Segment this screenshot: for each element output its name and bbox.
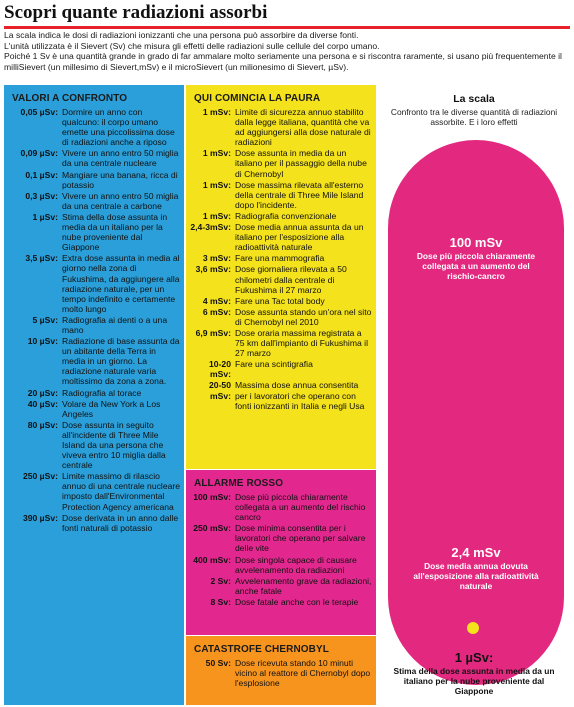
allarme-section — [186, 470, 376, 635]
scale-top-desc: Dose più piccola chiaramente collegata a un aumento del rischio-cancro — [416, 251, 536, 281]
intro-line: Poiché 1 Sv è una quantità grande in grado di far ammalare molto seriamente una persona e si riscontra raramente, si usano più frequentemente il milliSievert (un millesimo di Sievert,mSv) e il microSievert (un milionesimo di Sievert, µSv). — [4, 51, 562, 72]
dose-entry — [186, 307, 372, 327]
dose-description: Radiografia al torace — [62, 387, 142, 398]
scale-bottom-value: 1 µSv: — [454, 650, 494, 665]
scale-subtitle: Confronto tra le diverse quantità di radiazioni assorbite. E i loro effetti — [390, 107, 558, 127]
dose-description: Dose assunta stando un'ora nel sito di Chernobyl nel 2010 — [235, 306, 372, 327]
dose-amount: 1 mSv: — [202, 148, 231, 159]
dose-entry — [4, 253, 180, 314]
scale-bottom-label — [378, 650, 570, 696]
dose-entry — [186, 148, 372, 178]
dose-entry — [186, 523, 372, 553]
dose-entry — [4, 170, 180, 190]
dose-description: Fare una mammografia — [235, 253, 325, 264]
dose-amount: 0,05 µSv: — [20, 107, 58, 117]
dose-description: Massima dose annua consentita per i lavoratori che operano con fonti ionizzanti in Italia e negli Usa — [235, 380, 365, 411]
dose-entry — [186, 253, 372, 263]
dose-description: Dose assunta in seguito all'incidente di Three Mile Island da una persona che viveva entro 10 miglia dalla centrale — [62, 419, 166, 471]
dose-description: Dose assunta in media da un italiano per il passaggio della nube di Chernobyl — [235, 148, 367, 179]
dose-description: Radiografia convenzionale — [235, 210, 337, 221]
intro-line: L'unità utilizzata è il Sievert (Sv) che misura gli effetti delle radiazioni sulle cellule del corpo umano. — [4, 40, 380, 51]
dose-entry — [4, 148, 180, 168]
dose-entry — [186, 264, 372, 294]
dose-entry — [186, 180, 372, 210]
dose-description: Avvelenamento grave da radiazioni, anche fatale — [235, 575, 372, 596]
dose-description: Dose minima consentita per i lavoratori che operano per salvare delle vite — [235, 523, 366, 554]
dose-description: Fare una Tac total body — [235, 295, 325, 306]
dose-description: Dose ricevuta stando 10 minuti vicino al reattore di Chernobyl dopo l'esplosione — [235, 658, 371, 689]
dose-amount: 400 mSv: — [193, 554, 231, 565]
dose-entry — [186, 597, 372, 607]
scale-bottom-desc: Stima della dose assunta in media da un italiano per la nube proveniente dal Giappone — [393, 666, 555, 696]
dose-amount: 20-50 mSv: — [209, 380, 231, 401]
dose-amount: 3,5 µSv: — [25, 253, 58, 264]
scale-heading: La scala — [453, 93, 495, 105]
dose-amount: 100 mSv: — [193, 492, 231, 502]
paura-heading: QUI COMINCIA LA PAURA — [194, 93, 321, 104]
dose-entry — [186, 576, 372, 596]
dose-entry — [186, 211, 372, 221]
dose-entry — [186, 380, 372, 410]
dose-description: Fare una scintigrafia — [235, 359, 313, 370]
dose-entry — [186, 107, 372, 147]
dose-amount: 8 Sv: — [210, 596, 231, 607]
dose-description: Limite massimo di rilascio annuo di una centrale nucleare imposto dall'Environmental Protection Agency americana — [62, 471, 181, 512]
dose-entry — [4, 471, 180, 511]
intro-line: La scala indica le dosi di radiazioni ionizzanti che una persona può assorbire da diverse fonti. — [4, 30, 359, 40]
dose-entry — [4, 336, 180, 386]
dose-entry — [186, 555, 372, 575]
dose-amount: 20 µSv: — [27, 387, 58, 398]
scale-bar — [388, 140, 564, 685]
dose-amount: 1 mSv: — [202, 179, 231, 190]
catastrofe-heading: CATASTROFE CHERNOBYL — [194, 644, 329, 655]
dose-entry — [4, 315, 180, 335]
catastrofe-section — [186, 636, 376, 705]
dose-amount: 40 µSv: — [27, 398, 58, 409]
page-title: Scopri quante radiazioni assorbi — [4, 2, 570, 29]
dose-amount: 1 mSv: — [202, 107, 231, 117]
scale-mid-value: 2,4 mSv — [451, 545, 501, 560]
dose-entry — [186, 658, 372, 688]
dose-amount: 250 µSv: — [22, 471, 58, 482]
scale-panel — [378, 85, 570, 705]
dose-entry — [4, 107, 180, 147]
dose-description: Vivere un anno entro 50 miglia da una centrale a carbone — [62, 190, 179, 211]
dose-amount: 1 µSv: — [32, 211, 58, 222]
dose-amount: 1 mSv: — [202, 210, 231, 221]
dose-entry — [186, 328, 372, 358]
dose-description: Extra dose assunta in media al giorno nella zona di Fukushima, da aggiungere alla radiazione naturale, per un tempo indefinito e certamente molto lungo — [62, 253, 180, 314]
dose-description: Dose media annua assunta da un italiano per l'esposizione alla radioattività naturale — [235, 222, 364, 253]
dose-description: Dose derivata in un anno dalle fonti naturali di potassio — [62, 512, 179, 533]
dose-description: Volare da New York a Los Angeles — [62, 398, 161, 419]
dose-amount: 4 mSv: — [202, 295, 231, 306]
dose-amount: 10-20 mSv: — [209, 359, 231, 380]
dose-amount: 3,6 mSv: — [195, 264, 231, 275]
dose-entry — [4, 399, 180, 419]
catastrofe-list — [186, 658, 376, 688]
dose-amount: 250 mSv: — [193, 523, 231, 534]
dose-description: Vivere un anno entro 50 miglia da una centrale nucleare — [62, 148, 179, 169]
valori-heading: VALORI A CONFRONTO — [12, 93, 128, 104]
dose-entry — [4, 513, 180, 533]
dose-amount: 80 µSv: — [27, 419, 58, 430]
dose-entry — [186, 359, 372, 379]
dose-entry — [186, 296, 372, 306]
dose-amount: 0,3 µSv: — [25, 190, 58, 201]
dose-description: Dormire un anno con qualcuno: il corpo umano emette una piccolissima dose di radiazioni anche a riposo — [62, 107, 175, 148]
dose-entry — [4, 191, 180, 211]
dose-amount: 6 mSv: — [202, 306, 231, 317]
dose-description: Dose oraria massima registrata a 75 km dall'impianto di Fukushima il 27 marzo — [235, 327, 368, 359]
dose-amount: 390 µSv: — [22, 512, 58, 523]
dose-entry — [186, 222, 372, 252]
dose-description: Dose massima rilevata all'esterno della centrale di Three Mile Island dopo l'incidente. — [235, 179, 364, 210]
scale-top-label — [388, 235, 564, 281]
valori-list — [4, 107, 184, 533]
dose-description: Stima della dose assunta in media da un italiano per la nube proveniente dal Giappone — [62, 211, 168, 253]
dose-amount: 10 µSv: — [27, 336, 58, 347]
dose-description: Dose giornaliera rilevata a 50 chilometri dalla centrale di Fukushima il 27 marzo — [235, 264, 347, 295]
dose-amount: 0,09 µSv: — [20, 148, 58, 159]
dose-description: Radiografia ai denti o a una mano — [62, 314, 168, 335]
paura-section — [186, 85, 376, 469]
dose-description: Dose fatale anche con le terapie — [235, 596, 359, 607]
dose-amount: 50 Sv: — [205, 658, 231, 668]
scale-marker-dot — [467, 622, 479, 634]
dose-description: Radiazione di base assunta da un abitante della Terra in media in un giorno. La radiazione naturale varia moltissimo da zona a zona. — [62, 336, 180, 387]
scale-mid-label — [388, 545, 564, 591]
dose-description: Dose più piccola chiaramente collegata a un aumento del rischio cancro — [235, 492, 366, 523]
dose-amount: 2 Sv: — [210, 575, 231, 586]
dose-entry — [4, 420, 180, 470]
paura-list — [186, 107, 376, 411]
dose-amount: 6,9 mSv: — [195, 327, 231, 338]
dose-entry — [4, 212, 180, 252]
dose-description: Limite di sicurezza annuo stabilito dalla legge italiana, quantità che va ad aggiungersi alla dose naturale di radiazioni — [235, 107, 371, 148]
intro-text — [4, 30, 570, 72]
valori-section — [4, 85, 184, 705]
dose-entry — [186, 492, 372, 522]
dose-amount: 3 mSv: — [202, 253, 231, 264]
scale-top-value: 100 mSv — [449, 235, 503, 250]
dose-description: Dose singola capace di causare avvelenamento da radiazioni — [235, 554, 357, 575]
dose-amount: 2,4-3mSv: — [190, 222, 231, 233]
allarme-heading: ALLARME ROSSO — [194, 478, 284, 489]
dose-description: Mangiare una banana, ricca di potassio — [62, 169, 178, 190]
dose-amount: 5 µSv: — [32, 314, 58, 325]
dose-amount: 0,1 µSv: — [25, 169, 58, 180]
scale-mid-desc: Dose media annua dovuta all'esposizione alla radioattività naturale — [413, 561, 539, 591]
allarme-list — [186, 492, 376, 607]
dose-entry — [4, 388, 180, 398]
